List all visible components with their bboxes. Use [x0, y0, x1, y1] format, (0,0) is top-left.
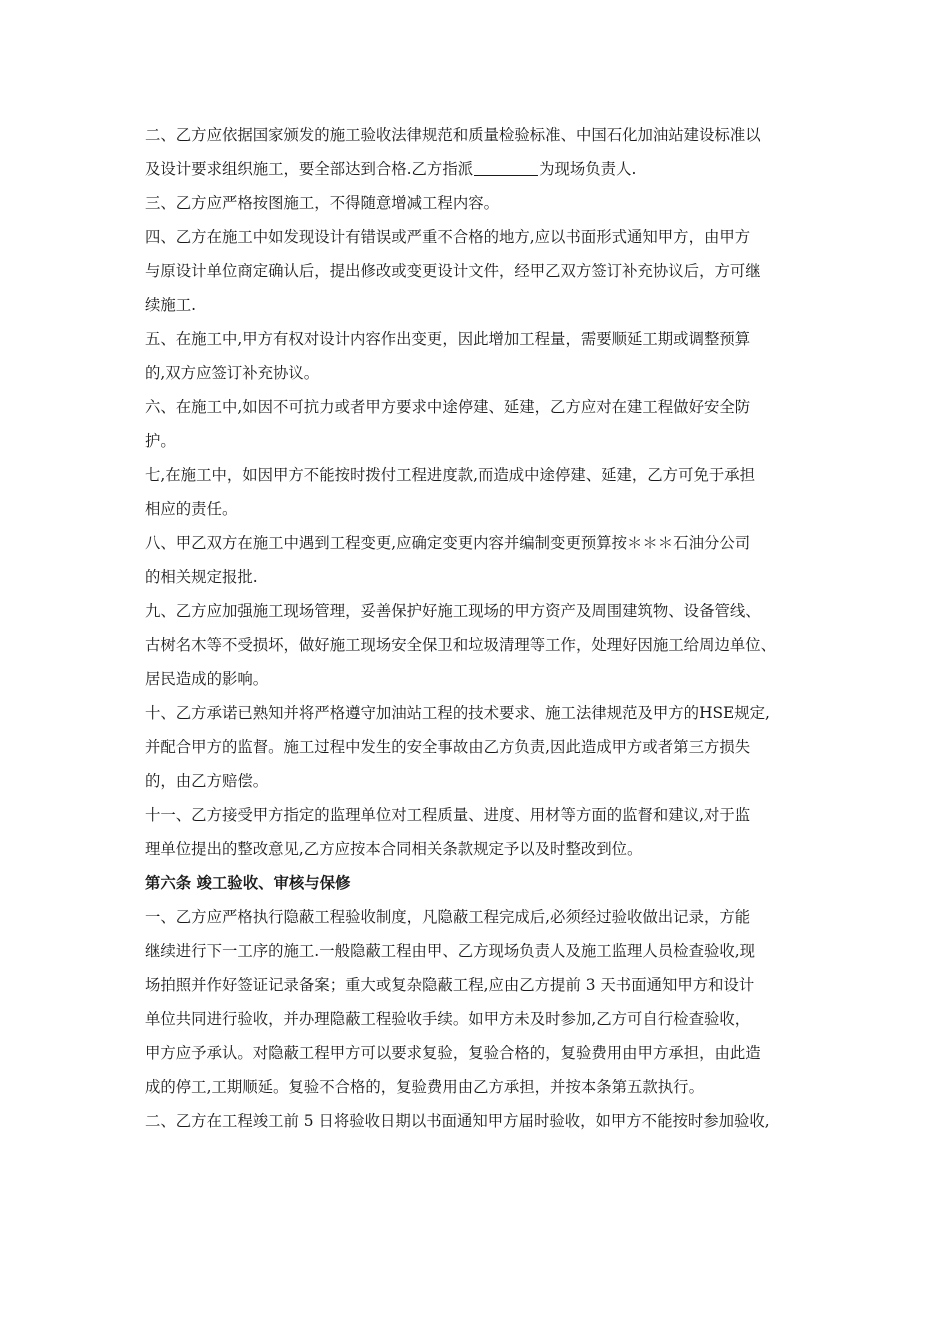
text-line: 成的停工,工期顺延。复验不合格的，复验费用由乙方承担，并按本条第五款执行。: [145, 1078, 704, 1096]
text-segment: 及设计要求组织施工，要全部达到合格.乙方指派: [145, 160, 474, 178]
text-line: 二、乙方应依据国家颁发的施工验收法律规范和质量检验标准、中国石化加油站建设标准以: [145, 126, 761, 144]
text-line: 的，由乙方赔偿。: [145, 772, 269, 790]
text-line: 续施工.: [145, 296, 197, 314]
text-line: 与原设计单位商定确认后，提出修改或变更设计文件，经甲乙双方签订补充协议后，方可继: [145, 262, 761, 280]
text-line: 场拍照并作好签证记录备案；重大或复杂隐蔽工程,应由乙方提前 3 天书面通知甲方和设计: [145, 976, 755, 994]
text-line: 继续进行下一工序的施工.一般隐蔽工程由甲、乙方现场负责人及施工监理人员检查验收,现: [145, 942, 756, 960]
text-line: 八、甲乙双方在施工中遇到工程变更,应确定变更内容并编制变更预算按＊＊＊石油分公司: [145, 534, 751, 552]
text-line-with-blank: [145, 152, 825, 186]
text-line: 相应的责任。: [145, 500, 238, 518]
text-segment: 为现场负责人.: [539, 160, 637, 178]
text-line: 古树名木等不受损坏，做好施工现场安全保卫和垃圾清理等工作，处理好因施工给周边单位、: [145, 636, 777, 654]
text-line: 六、在施工中,如因不可抗力或者甲方要求中途停建、延建，乙方应对在建工程做好安全防: [145, 398, 751, 416]
fill-in-blank[interactable]: [474, 157, 538, 176]
text-line: 五、在施工中,甲方有权对设计内容作出变更，因此增加工程量，需要顺延工期或调整预算: [145, 330, 751, 348]
text-line: 三、乙方应严格按图施工，不得随意增减工程内容。: [145, 194, 499, 212]
text-line: 十一、乙方接受甲方指定的监理单位对工程质量、进度、用材等方面的监督和建议,对于监: [145, 806, 751, 824]
text-line: 七,在施工中，如因甲方不能按时拨付工程进度款,而造成中途停建、延建，乙方可免于承担: [145, 466, 756, 484]
text-line: 的相关规定报批.: [145, 568, 258, 586]
text-line: 甲方应予承认。对隐蔽工程甲方可以要求复验，复验合格的，复验费用由甲方承担，由此造: [145, 1044, 761, 1062]
text-line: 单位共同进行验收，并办理隐蔽工程验收手续。如甲方未及时参加,乙方可自行检查验收，: [145, 1010, 751, 1028]
document-body: [145, 118, 825, 1138]
text-line: 四、乙方在施工中如发现设计有错误或严重不合格的地方,应以书面形式通知甲方，由甲方: [145, 228, 751, 246]
text-line: 一、乙方应严格执行隐蔽工程验收制度，凡隐蔽工程完成后,必须经过验收做出记录，方能: [145, 908, 751, 926]
section-heading: 第六条 竣工验收、审核与保修: [145, 874, 351, 892]
text-line: 护。: [145, 432, 176, 450]
text-line: 并配合甲方的监督。施工过程中发生的安全事故由乙方负责,因此造成甲方或者第三方损失: [145, 738, 751, 756]
text-line: 二、乙方在工程竣工前 5 日将验收日期以书面通知甲方届时验收，如甲方不能按时参加验收,: [145, 1112, 770, 1130]
text-line: 十、乙方承诺已熟知并将严格遵守加油站工程的技术要求、施工法律规范及甲方的HSE规定,: [145, 704, 770, 722]
text-line: 九、乙方应加强施工现场管理，妥善保护好施工现场的甲方资产及周围建筑物、设备管线、: [145, 602, 761, 620]
text-line: 理单位提出的整改意见,乙方应按本合同相关条款规定予以及时整改到位。: [145, 840, 643, 858]
text-line: 的,双方应签订补充协议。: [145, 364, 320, 382]
text-line: 居民造成的影响。: [145, 670, 269, 688]
